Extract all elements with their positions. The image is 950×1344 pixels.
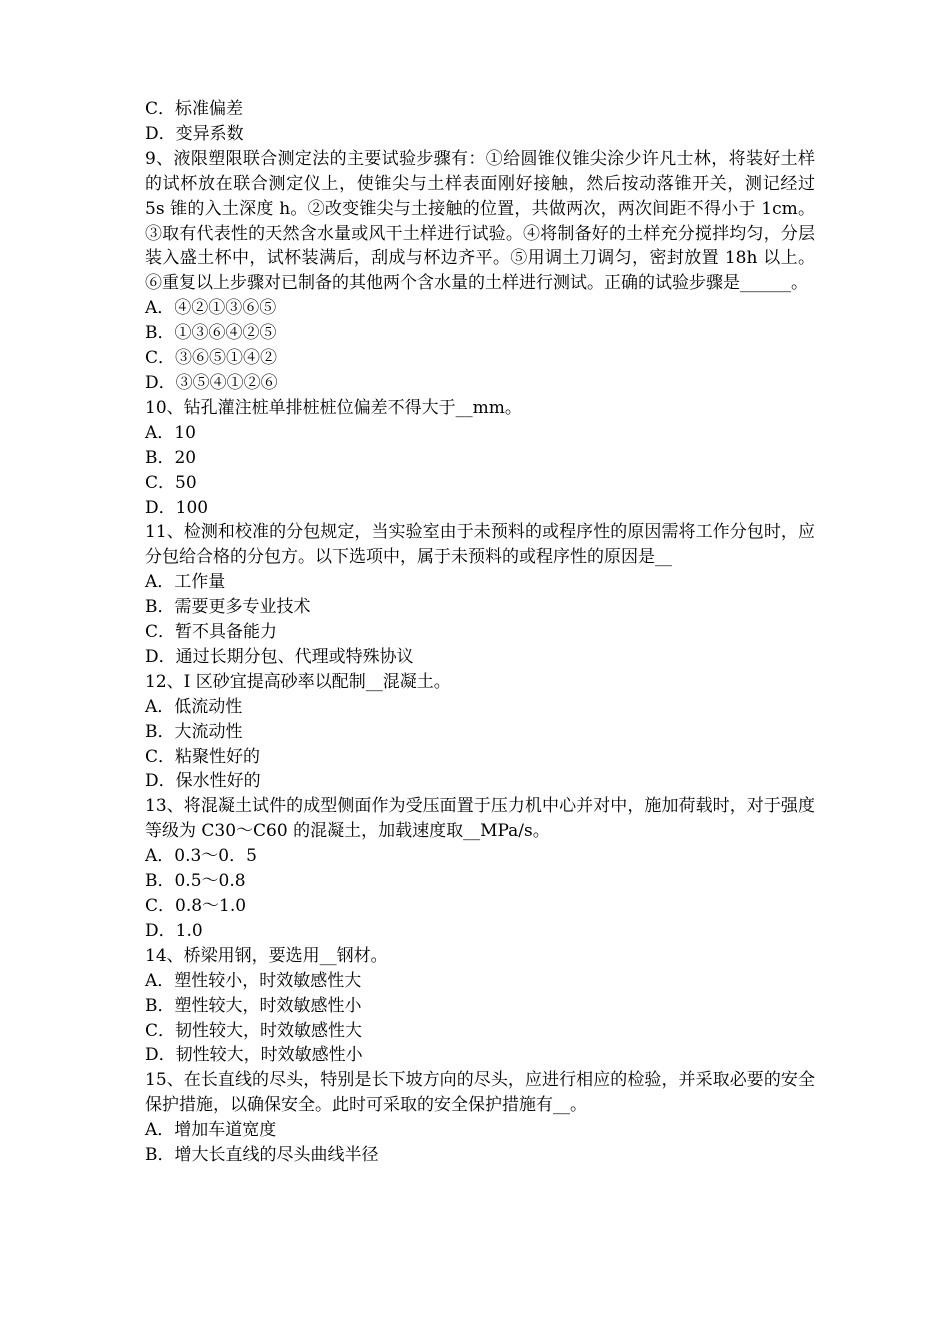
option-line: C．韧性较大，时效敏感性大 [145,1020,363,1041]
option-line: D．通过长期分包、代理或特殊协议 [145,646,414,667]
option-line: C．③⑥⑤①④② [145,348,278,369]
option-line: B．塑性较大，时效敏感性小 [145,995,362,1016]
option-line: A．0.3～0．5 [145,846,257,867]
option-line: C．标准偏差 [145,99,244,119]
option-line: C．50 [145,472,197,493]
option-line: D．保水性好的 [145,771,261,792]
option-line: D．1.0 [145,920,203,941]
option-line: A．10 [145,422,196,443]
question-text: 13、将混凝土试件的成型侧面作为受压面置于压力机中心并对中，施加荷载时，对于强度等级为 C30～C60 的混凝土，加载速度取__MPa/s。 [145,796,815,842]
question-text: 11、检测和校准的分包规定，当实验室由于未预料的或程序性的原因需将工作分包时，应分包给合格的分包方。以下选项中，属于未预料的或程序性的原因是__ [145,522,815,568]
question-text: 10、钻孔灌注桩单排桩桩位偏差不得大于__mm。 [145,397,522,418]
option-line: A．工作量 [145,572,226,593]
option-line: A．④②①③⑥⑤ [145,298,277,319]
option-line: D．③⑤④①②⑥ [145,372,278,393]
option-line: B．①③⑥④②⑤ [145,323,277,344]
document-body [145,97,815,1168]
option-line: B．增大长直线的尽头曲线半径 [145,1145,379,1166]
option-line: B．0.5～0.8 [145,871,246,892]
option-line: A．增加车道宽度 [145,1120,277,1141]
option-line: B．需要更多专业技术 [145,597,311,618]
option-line: D．变异系数 [145,123,244,144]
question-text: 14、桥梁用钢，要选用__钢材。 [145,945,388,966]
option-line: A．塑性较小，时效敏感性大 [145,970,362,991]
question-text: 12、I 区砂宜提高砂率以配制__混凝土。 [145,671,451,692]
option-line: D．100 [145,497,209,518]
option-line: A．低流动性 [145,696,243,717]
option-line: C．0.8～1.0 [145,896,247,916]
question-text: 15、在长直线的尽头，特别是长下坡方向的尽头，应进行相应的检验，并采取必要的安全保护措施，以确保安全。此时可采取的安全保护措施有__。 [145,1070,815,1116]
option-line: C．粘聚性好的 [145,746,261,767]
question-text: 9、液限塑限联合测定法的主要试验步骤有：①给圆锥仪锥尖涂少许凡士林，将装好土样的试杯放在联合测定仪上，使锥尖与土样表面刚好接触，然后按动落锥开关，测记经过 5s 锥的入土深度 h。②改变锥尖与土接触的位置，共做两次，两次间距不得小于 1cm。③取有代表性的天然含水量或风干土样进行试验。④将制备好的土样充分搅拌均匀，分层装入盛土杯中，试杯装满后，刮成与杯边齐平。⑤用调土刀调匀，密封放置 18h 以上。⑥重复以上步骤对已制备的其他两个含水量的土样进行测试。正确的试验步骤是______。 [145,148,815,294]
option-line: C．暂不具备能力 [145,622,278,643]
option-line: B．20 [145,447,197,468]
option-line: D．韧性较大，时效敏感性小 [145,1045,363,1066]
option-line: B．大流动性 [145,721,243,742]
